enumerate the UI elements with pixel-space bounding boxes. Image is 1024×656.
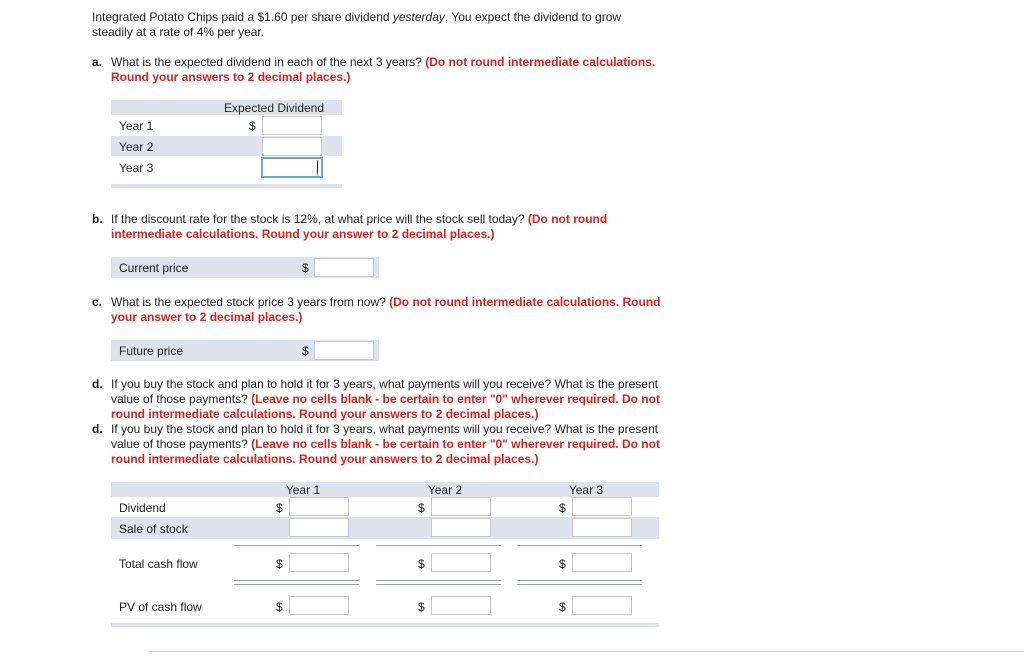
question-a-text (111, 55, 731, 85)
text-cursor (317, 161, 318, 174)
expected-dividend-year-1-input[interactable] (262, 116, 322, 135)
year-2-label: Year 2 (119, 140, 154, 154)
year-1-column-header: Year 1 (285, 483, 321, 497)
table-d-footer (111, 623, 659, 627)
current-price-label: Current price (119, 261, 189, 275)
question-d-prompt: If you buy the stock and plan to hold it for 3 years, what payments will you receive? What is the present (111, 377, 658, 391)
question-a-instruction: (Do not round intermediate calculations. (425, 55, 656, 69)
expected-dividend-header: Expected Dividend (223, 101, 325, 115)
page-bottom-divider (150, 651, 1024, 652)
question-d-repeat (92, 422, 103, 437)
pv-cash-flow-year-2-input[interactable] (431, 596, 491, 615)
question-a-instruction-2: Round your answers to 2 decimal places.) (111, 70, 351, 84)
question-a-label: a. (92, 55, 103, 69)
pv-cash-flow-year-3-input[interactable] (572, 596, 632, 615)
year-3-label: Year 3 (119, 161, 154, 175)
question-d-label: d. (92, 422, 103, 436)
intro-emphasis: yesterday (392, 10, 445, 24)
currency-symbol: $ (418, 600, 425, 614)
dividend-row-label: Dividend (119, 501, 166, 515)
dividend-year-1-input[interactable] (289, 497, 349, 516)
total-double-rule (517, 584, 642, 585)
currency-symbol: $ (559, 557, 566, 571)
total-double-rule (376, 584, 501, 585)
question-b-instruction: (Do not round (527, 212, 608, 226)
question-b-prompt: If the discount rate for the stock is 12%, at what price will the stock sell today? (111, 212, 525, 226)
sale-of-stock-year-2-input[interactable] (431, 518, 491, 537)
question-c (92, 295, 102, 310)
question-c-instruction-2: your answer to 2 decimal places.) (111, 310, 303, 324)
subtotal-rule (517, 545, 642, 546)
sale-of-stock-year-1-input[interactable] (289, 518, 349, 537)
intro-text: Integrated Potato Chips paid a $1.60 per share dividend (92, 10, 393, 24)
table-a-footer (111, 184, 342, 188)
future-price-label: Future price (119, 344, 184, 358)
currency-symbol: $ (418, 557, 425, 571)
currency-symbol: $ (302, 261, 309, 275)
question-d-instruction-2: round intermediate calculations. Round your answers to 2 decimal places.) (111, 452, 539, 466)
dividend-year-2-input[interactable] (431, 497, 491, 516)
question-b-instruction-2: intermediate calculations. Round your answer to 2 decimal places.) (111, 227, 495, 241)
question-d-instruction: (Leave no cells blank - be certain to enter "0" wherever required. Do not (251, 437, 660, 451)
currency-symbol: $ (418, 501, 425, 515)
sale-of-stock-row-label: Sale of stock (119, 522, 188, 536)
currency-symbol: $ (302, 344, 309, 358)
currency-symbol: $ (276, 600, 283, 614)
question-d-prompt: If you buy the stock and plan to hold it for 3 years, what payments will you receive? What is the present (111, 422, 658, 436)
total-cash-flow-row-label: Total cash flow (119, 557, 198, 571)
total-cash-flow-year-3-input[interactable] (572, 553, 632, 572)
expected-dividend-year-2-input[interactable] (262, 137, 322, 156)
total-double-rule (376, 580, 501, 581)
question-c-prompt: What is the expected stock price 3 years from now? (111, 295, 386, 309)
year-2-column-header: Year 2 (427, 483, 463, 497)
problem-statement (92, 10, 712, 40)
question-d-prompt-2: value of those payments? (111, 437, 248, 451)
total-double-rule (234, 580, 359, 581)
future-price-input[interactable] (314, 341, 374, 360)
question-b (92, 212, 103, 227)
expected-dividend-year-3-input[interactable] (261, 157, 323, 178)
total-cash-flow-year-1-input[interactable] (289, 553, 349, 572)
dividend-year-3-input[interactable] (572, 497, 632, 516)
currency-symbol: $ (249, 119, 256, 133)
currency-symbol: $ (276, 501, 283, 515)
intro-text-cont: . You expect the dividend to grow (444, 10, 622, 24)
subtotal-rule (234, 545, 359, 546)
year-3-column-header: Year 3 (568, 483, 604, 497)
question-c-instruction: (Do not round intermediate calculations. Round (389, 295, 661, 309)
currency-symbol: $ (276, 557, 283, 571)
question-d-label: d. (92, 377, 103, 391)
subtotal-rule (376, 545, 501, 546)
intro-line-2: steadily at a rate of 4% per year. (92, 25, 265, 39)
year-1-label: Year 1 (119, 119, 154, 133)
currency-symbol: $ (559, 600, 566, 614)
question-b-label: b. (92, 212, 103, 226)
question-b-text (111, 212, 731, 242)
total-double-rule (234, 584, 359, 585)
total-cash-flow-year-2-input[interactable] (431, 553, 491, 572)
question-d-text (111, 377, 731, 422)
question-c-text (111, 295, 731, 325)
question-a (92, 55, 102, 70)
question-d-prompt-2: value of those payments? (111, 392, 248, 406)
pv-cash-flow-year-1-input[interactable] (289, 596, 349, 615)
question-d-instruction-2: round intermediate calculations. Round your answers to 2 decimal places.) (111, 407, 539, 421)
sale-of-stock-year-3-input[interactable] (572, 518, 632, 537)
total-double-rule (517, 580, 642, 581)
question-c-label: c. (92, 295, 103, 309)
pv-cash-flow-row-label: PV of cash flow (119, 600, 202, 614)
current-price-input[interactable] (314, 258, 374, 277)
question-d-text-repeat (111, 422, 731, 467)
question-d-instruction: (Leave no cells blank - be certain to enter "0" wherever required. Do not (251, 392, 660, 406)
question-a-prompt: What is the expected dividend in each of the next 3 years? (111, 55, 422, 69)
question-d (92, 377, 103, 392)
currency-symbol: $ (559, 501, 566, 515)
